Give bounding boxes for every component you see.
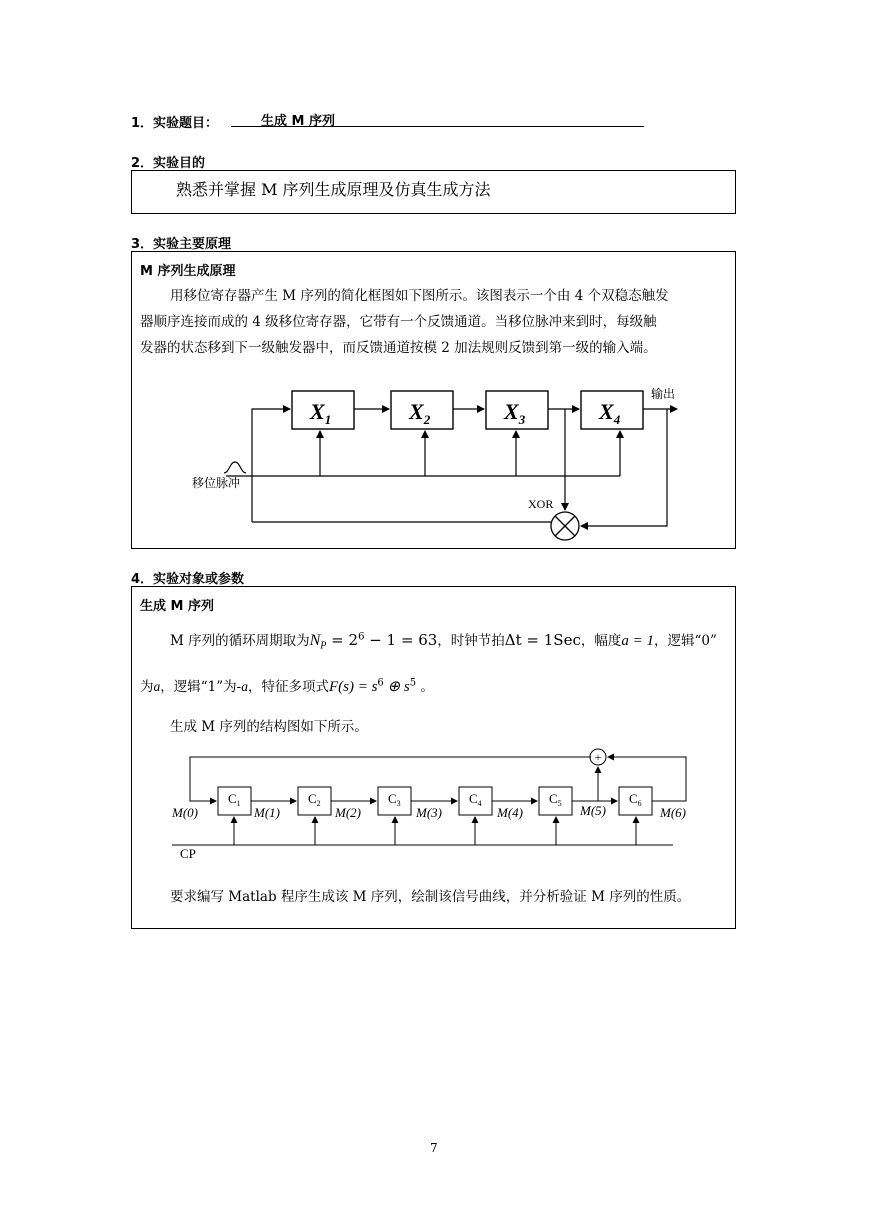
feedback-input-line: [252, 409, 290, 522]
register-x1-label: $X_1$: [310, 399, 332, 427]
experiment-title: 生成 M 序列: [231, 110, 644, 127]
amplitude-value: a = 1: [621, 633, 654, 649]
logic-prefix: 为: [140, 679, 154, 695]
m-label: M(3): [416, 805, 442, 820]
m-label: M(1): [254, 805, 280, 820]
register-x4-label: $X_4$: [599, 399, 621, 427]
principle-line: 用移位寄存器产生 M 序列的简化框图如下图所示。该图表示一个由 4 个双稳态触发: [170, 288, 669, 304]
m-sequence-structure-diagram: [132, 587, 735, 928]
section1-heading: 1．实验题目：: [131, 116, 219, 131]
section4-heading: 4．实验对象或参数: [131, 572, 245, 587]
amplitude-prefix: ，幅度: [580, 633, 622, 649]
period-prefix: M 序列的循环周期取为: [170, 633, 310, 649]
poly-exp5: 5: [409, 677, 417, 689]
clock-label: CP: [180, 846, 196, 861]
m-label: M(6): [660, 805, 686, 820]
m-label: M(4): [497, 805, 523, 820]
cell-c5-label: $C_5$: [549, 791, 562, 808]
section2-heading: 2．实验目的: [131, 156, 206, 171]
cell-c3-label: $C_3$: [388, 791, 401, 808]
principle-line: 发器的状态移到下一级触发器中，而反馈通道按模 2 加法规则反馈到第一级的输入端。: [140, 340, 657, 356]
cell-c6-label: $C_6$: [629, 791, 642, 808]
m-label: M(0): [172, 805, 198, 820]
poly-end: 。: [416, 679, 434, 695]
np-subscript: P: [320, 640, 327, 652]
parameters-box: [131, 586, 736, 929]
principle-box: [131, 251, 736, 549]
logic-a: a: [153, 679, 161, 694]
register-x2-label: $X_2$: [409, 399, 431, 427]
clock-prefix: ，时钟节拍: [437, 633, 505, 649]
principle-subtitle: M 序列生成原理: [140, 264, 236, 279]
section3-heading: 3．实验主要原理: [131, 237, 232, 252]
parameters-subtitle: 生成 M 序列: [140, 599, 214, 614]
requirement-text: 要求编写 Matlab 程序生成该 M 序列，绘制该信号曲线，并分析验证 M 序列的性质。: [170, 889, 691, 905]
register-x3-label: $X_3$: [504, 399, 526, 427]
np-exponent: 6: [358, 631, 365, 643]
cell-c4-label: $C_4$: [469, 791, 482, 808]
poly-label: ，特征多项式: [247, 679, 329, 695]
adder-symbol: +: [594, 750, 602, 764]
np-eq1: = 2: [326, 631, 359, 649]
np-eq2: − 1 = 63: [364, 631, 438, 649]
logic-zero: ，逻辑“0”: [653, 633, 717, 649]
page-number: 7: [430, 1141, 438, 1155]
poly-oplus: ⊕ s: [383, 679, 410, 695]
structure-caption: 生成 M 序列的结构图如下所示。: [170, 719, 368, 735]
poly-exp6: 6: [377, 677, 384, 689]
clock-label: 移位脉冲: [192, 476, 241, 490]
shift-register-diagram: [132, 252, 735, 548]
purpose-text: 熟悉并掌握 M 序列生成原理及仿真生成方法: [176, 180, 491, 199]
tap-m6: [608, 757, 686, 801]
xor-label: XOR: [528, 497, 554, 511]
logic-neg-a: a: [241, 679, 248, 694]
output-label: 输出: [651, 387, 676, 401]
m-label: M(2): [335, 805, 361, 820]
logic-one: ，逻辑“1”为-: [160, 679, 242, 695]
xor-tap-x4: [581, 409, 667, 526]
cell-c2-label: $C_2$: [308, 791, 321, 808]
poly-expr: F(s) = s: [328, 679, 378, 695]
clock-value: Δt = 1Sec: [504, 631, 581, 649]
m-label: M(5): [580, 803, 606, 818]
cell-c1-label: $C_1$: [228, 791, 241, 808]
pulse-icon: [224, 462, 246, 473]
principle-line: 器顺序连接而成的 4 级移位寄存器，它带有一个反馈通道。当移位脉冲来到时，每级触: [140, 314, 657, 330]
np-symbol: N: [309, 632, 321, 649]
purpose-box: [131, 170, 736, 214]
